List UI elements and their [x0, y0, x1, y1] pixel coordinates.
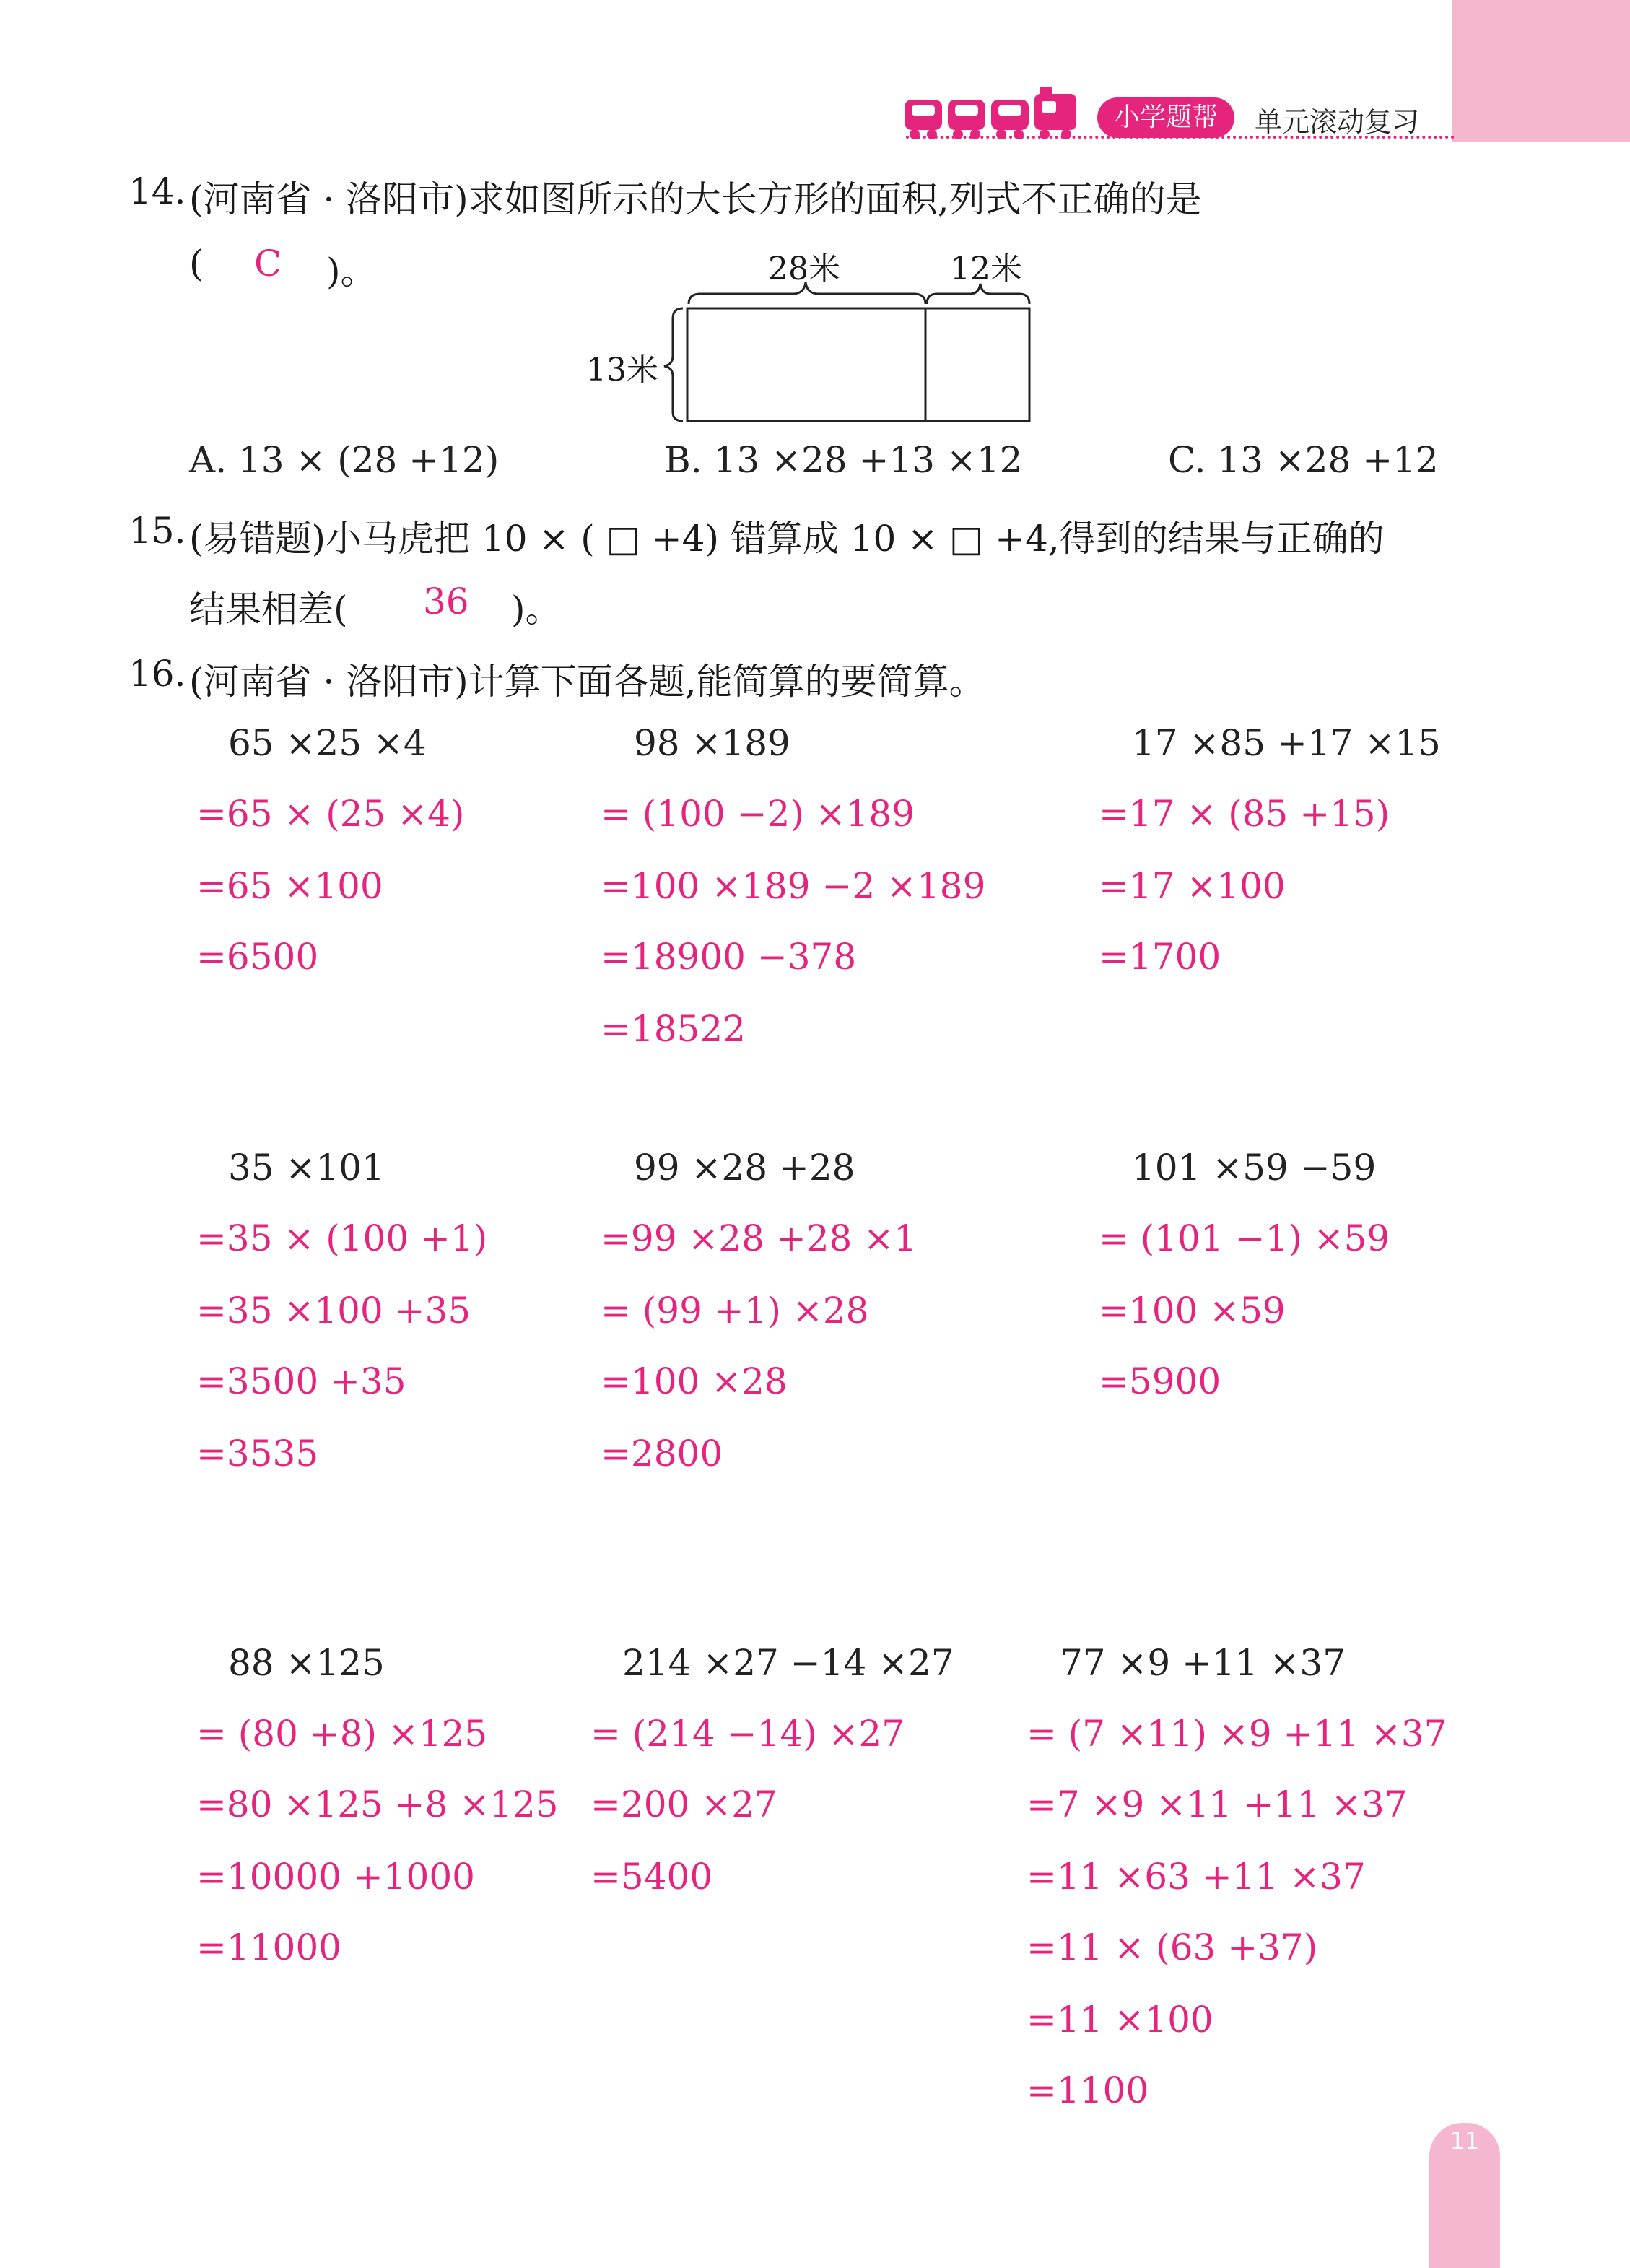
page-number: 11	[1450, 2127, 1480, 2155]
problem-step: =100 ×189 −2 ×189	[601, 865, 986, 907]
problem-expression: 65 ×25 ×4	[228, 722, 427, 764]
corner-decoration	[1452, 0, 1630, 142]
train-icon	[899, 85, 1086, 143]
problem-expression: 98 ×189	[634, 722, 790, 764]
problem-step: =11 ×100	[1027, 1999, 1213, 2041]
q14-text: (河南省 · 洛阳市)求如图所示的大长方形的面积,列式不正确的是	[189, 178, 1202, 220]
q14-option-a: A. 13 × (28 +12)	[189, 439, 500, 481]
page-number-tab	[1429, 2123, 1500, 2268]
q15-number: 15.	[128, 510, 186, 552]
problem-step: =5900	[1099, 1360, 1221, 1402]
problem-step: =3500 +35	[196, 1360, 406, 1402]
q14-paren-close: )。	[326, 251, 377, 292]
problem-step: = (101 −1) ×59	[1099, 1217, 1390, 1259]
problem-step: =80 ×125 +8 ×125	[196, 1783, 559, 1825]
problem-step: =99 ×28 +28 ×1	[601, 1217, 917, 1259]
problem-step: =11 × (63 +37)	[1027, 1926, 1318, 1968]
problem-expression: 101 ×59 −59	[1132, 1147, 1377, 1189]
problem-step: =2800	[601, 1433, 723, 1474]
q14-number: 14.	[128, 170, 186, 212]
problem-step: =35 ×100 +35	[196, 1290, 471, 1331]
problem-expression: 17 ×85 +17 ×15	[1132, 722, 1441, 764]
problem-step: =11000	[196, 1926, 341, 1968]
q14-option-b: B. 13 ×28 +13 ×12	[664, 439, 1023, 481]
problem-step: =10000 +1000	[196, 1856, 475, 1898]
header-title: 单元滚动复习	[1255, 106, 1420, 138]
problem-expression: 214 ×27 −14 ×27	[622, 1642, 954, 1684]
problem-step: =1100	[1027, 2069, 1149, 2111]
problem-step: =7 ×9 ×11 +11 ×37	[1027, 1783, 1408, 1825]
problem-step: = (7 ×11) ×9 +11 ×37	[1027, 1713, 1447, 1755]
problem-step: =11 ×63 +11 ×37	[1027, 1856, 1366, 1898]
problem-step: =18900 −378	[601, 936, 857, 978]
problem-expression: 99 ×28 +28	[634, 1147, 855, 1189]
problem-step: = (214 −14) ×27	[590, 1713, 905, 1755]
q16-number: 16.	[128, 653, 186, 695]
q14-option-c: C. 13 ×28 +12	[1168, 439, 1439, 481]
problem-step: =17 ×100	[1099, 865, 1286, 907]
figure-label-12m: 12米	[950, 251, 1022, 287]
problem-step: =35 × (100 +1)	[196, 1217, 488, 1259]
figure-label-13m: 13米	[586, 352, 658, 388]
figure-label-28m: 28米	[768, 251, 840, 287]
q15-line2-suffix: )。	[511, 588, 562, 630]
header-divider	[906, 136, 1455, 139]
problem-expression: 35 ×101	[228, 1147, 385, 1189]
problem-expression: 77 ×9 +11 ×37	[1060, 1642, 1346, 1684]
problem-step: = (80 +8) ×125	[196, 1713, 488, 1755]
problem-step: = (99 +1) ×28	[601, 1290, 869, 1331]
problem-step: =17 × (85 +15)	[1099, 793, 1390, 835]
q14-answer: C	[254, 243, 282, 284]
problem-step: =3535	[196, 1433, 319, 1474]
problem-step: =100 ×28	[601, 1360, 788, 1402]
problem-step: =65 ×100	[196, 865, 383, 907]
problem-step: =65 × (25 ×4)	[196, 793, 465, 835]
header-badge: 小学题帮	[1097, 97, 1234, 138]
problem-step: = (100 −2) ×189	[601, 793, 915, 835]
problem-step: =6500	[196, 936, 319, 978]
problem-step: =200 ×27	[590, 1783, 777, 1825]
problem-step: =5400	[590, 1856, 713, 1898]
q14-paren-open: (	[189, 243, 204, 284]
q15-text: (易错题)小马虎把 10 × ( □ +4) 错算成 10 × □ +4,得到的结果与正确的	[189, 518, 1385, 560]
problem-expression: 88 ×125	[228, 1642, 385, 1684]
problem-step: =18522	[601, 1008, 746, 1050]
problem-step: =100 ×59	[1099, 1290, 1286, 1331]
q15-answer: 36	[423, 581, 469, 622]
q16-text: (河南省 · 洛阳市)计算下面各题,能简算的要简算。	[189, 661, 985, 703]
problem-step: =1700	[1099, 936, 1221, 978]
q15-line2-prefix: 结果相差(	[189, 588, 348, 630]
